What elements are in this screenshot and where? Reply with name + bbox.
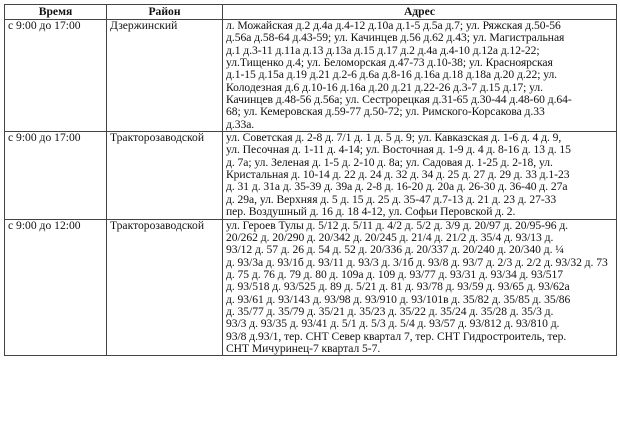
table-header-row (5, 5, 617, 20)
address-line: д. 93/3а д. 93/1б д. 93/11 д. 93/3 д. 3/1б д. 93/8 д. 93/7 д. 2/3 д. 2/2 д. 93/32 д. 73 (226, 255, 608, 269)
address-line: 93/3 д. 93/35 д. 93/41 д. 5/1 д. 5/3 д. 5/4 д. 93/57 д. 93/812 д. 93/810 д. (226, 317, 560, 331)
district-cell: Дзержинский (107, 20, 223, 132)
address-line: д. 93/518 д. 93/525 д. 89 д. 5/21 д. 81 д. 93/78 д. 93/59 д. 93/65 д. 93/62а (226, 280, 570, 294)
address-line: ул. Героев Тулы д. 5/12 д. 5/11 д. 4/2 д. 5/2 д. 3/9 д. 20/97 д. 20/95-96 д. (226, 218, 569, 232)
time-cell: с 9:00 до 12:00 (5, 219, 107, 356)
address-line: Качинцев д.48-56 д.56а; ул. Сестрорецкая д.31-65 д.30-44 д.48-60 д.64- (226, 93, 572, 107)
address-line: 93/8 д.93/1, тер. СНТ Север квартал 7, тер. СНТ Гидростроитель, тер. (226, 329, 567, 343)
address-cell (223, 20, 617, 132)
address-line: ул. Песочная д. 1-11 д. 4-14; ул. Восточная д. 1-9 д. 4 д. 8-16 д. 13 д. 15 (226, 143, 571, 157)
table-row (5, 132, 617, 219)
header-address: Адрес (223, 5, 617, 20)
schedule-table (4, 4, 617, 356)
address-line: 68; ул. Кемеровская д.59-77 д.50-72; ул. Римского-Корсакова д.33 (226, 105, 545, 119)
address-line: СНТ Мичуринец-7 квартал 5-7. (226, 341, 381, 355)
address-line: д.1-15 д.15а д.19 д.21 д.2-6 д.6а д.8-16 д.16а д.18 д.18а д.20 д.22; ул. (226, 68, 558, 82)
address-line: д.1 д.3-11 д.11а д.13 д.13а д.15 д.17 д.2 д.4а д.4-10 д.12а д.12-22; (226, 43, 540, 57)
district-cell: Тракторозаводской (107, 219, 223, 356)
address-line: д. 35/77 д. 35/79 д. 35/21 д. 35/23 д. 35/22 д. 35/24 д. 35/28 д. 35/3 д. (226, 304, 554, 318)
address-line: д. 75 д. 76 д. 79 д. 80 д. 109а д. 109 д. 93/77 д. 93/31 д. 93/34 д. 93/517 (226, 267, 564, 281)
address-cell (223, 219, 617, 356)
table-row (5, 20, 617, 132)
address-line: пер. Воздушный д. 16 д. 18 4-12, ул. Софьи Перовской д. 2. (226, 205, 516, 219)
time-cell: с 9:00 до 17:00 (5, 132, 107, 219)
address-line: Колодезная д.6 д.10-16 д.16а д.20 д.21 д.22-26 д.3-7 д.15 д.17; ул. (226, 80, 543, 94)
table-row (5, 219, 617, 356)
address-line: ул.Тищенко д.4; ул. Беломорская д.47-73 д.10-38; ул. Красноярская (226, 56, 553, 70)
address-line: 93/12 д. 57 д. 26 д. 54 д. 52 д. 20/336 д. 20/337 д. 20/240 д. 20/340 д. ¼ (226, 243, 564, 257)
address-line: д. 93/61 д. 93/143 д. 93/98 д. 93/910 д. 93/101в д. 35/82 д. 35/85 д. 35/86 (226, 292, 571, 306)
address-line: д. 29а, ул. Верхняя д. 5 д. 15 д. 25 д. 35-47 д.7-13 д. 21 д. 23 д. 27-33 (226, 192, 557, 206)
address-line: 20/262 д. 20/290 д. 20/342 д. 20/245 д. 21/4 д. 21/2 д. 35/4 д. 93/13 д. (226, 230, 554, 244)
header-time: Время (5, 5, 107, 20)
address-line: д. 31 д. 31а д. 35-39 д. 39а д. 2-8 д. 16-20 д. 20а д. 26-30 д. 36-40 д. 27а (226, 180, 568, 194)
address-cell (223, 132, 617, 219)
table-body (5, 20, 617, 356)
address-line: д.33а. (226, 117, 255, 131)
time-cell: с 9:00 до 17:00 (5, 20, 107, 132)
address-line: д.56а д.58-64 д.43-59; ул. Качинцев д.56 д.62 д.43; ул. Магистральная (226, 31, 565, 45)
district-cell: Тракторозаводской (107, 132, 223, 219)
address-line: д. 7а; ул. Зеленая д. 1-5 д. 2-10 д. 8а; ул. Садовая д. 1-25 д. 2-18, ул. (226, 155, 553, 169)
header-district: Район (107, 5, 223, 20)
address-line: л. Можайская д.2 д.4а д.4-12 д.10а д.1-5 д.5а д.7; ул. Ряжская д.50-56 (226, 19, 561, 32)
address-schedule-page (4, 4, 616, 356)
address-line: Кристальная д. 10-14 д. 22 д. 24 д. 32 д. 34 д. 25 д. 27 д. 29 д. 33 д.1-23 (226, 168, 570, 182)
address-line: ул. Советская д. 2-8 д. 7/1 д. 1 д. 5 д. 9; ул. Кавказская д. 1-6 д. 4 д. 9, (226, 131, 562, 145)
